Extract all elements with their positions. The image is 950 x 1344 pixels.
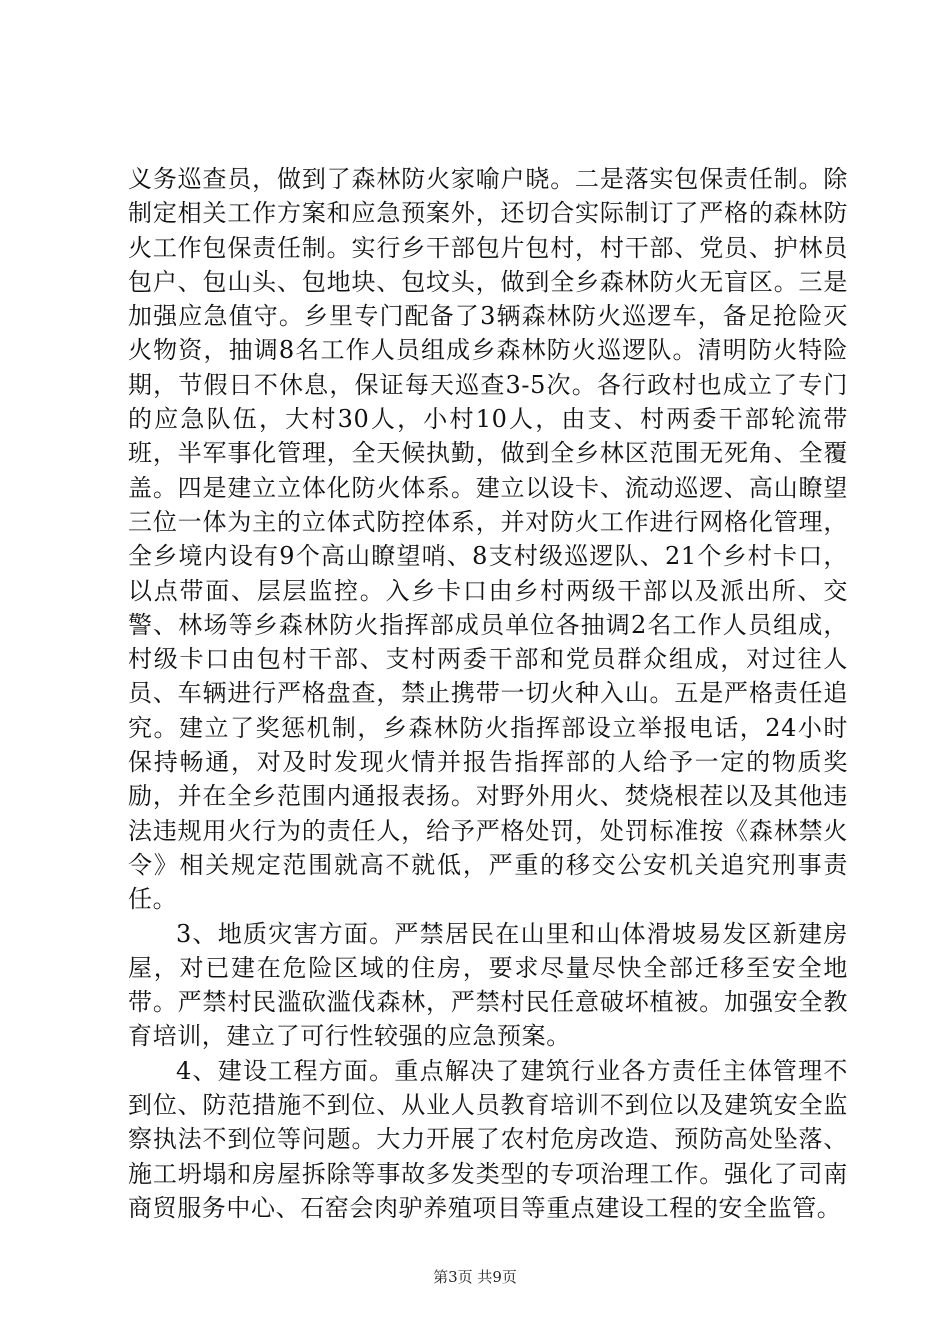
page-number-footer: 第3页 共9页 [433, 1268, 517, 1286]
paragraph-geological-hazards: 3、地质灾害方面。严禁居民在山里和山体滑坡易发区新建房屋，对已建在危险区域的住房，要求尽量尽快全部迁移至安全地带。严禁村民滥砍滥伐森林，严禁村民任意破坏植被。加强安全教育培训，建立了可行性较强的应急预案。 [128, 919, 848, 1051]
document-body [128, 162, 848, 1225]
paragraph-construction-projects: 4、建设工程方面。重点解决了建筑行业各方责任主体管理不到位、防范措施不到位、从业人员教育培训不到位以及建筑安全监察执法不到位等问题。大力开展了农村危房改造、预防高处坠落、施工坍塌和房屋拆除等事故多发类型的专项治理工作。强化了司南商贸服务中心、石窑会肉驴养殖项目等重点建设工程的安全监管。 [128, 1056, 848, 1222]
paragraph-forest-fire-continued: 义务巡查员，做到了森林防火家喻户晓。二是落实包保责任制。除制定相关工作方案和应急预案外，还切合实际制订了严格的森林防火工作包保责任制。实行乡干部包片包村，村干部、党员、护林员包户、包山头、包地块、包坟头，做到全乡森林防火无盲区。三是加强应急值守。乡里专门配备了3辆森林防火巡逻车，备足抢险灭火物资，抽调8名工作人员组成乡森林防火巡逻队。清明防火特险期，节假日不休息，保证每天巡查3-5次。各行政村也成立了专门的应急队伍，大村30人，小村10人，由支、村两委干部轮流带班，半军事化管理，全天候执勤，做到全乡林区范围无死角、全覆盖。四是建立立体化防火体系。建立以设卡、流动巡逻、高山瞭望三位一体为主的立体式防控体系，并对防火工作进行网格化管理，全乡境内设有9个高山瞭望哨、8支村级巡逻队、21个乡村卡口，以点带面、层层监控。入乡卡口由乡村两级干部以及派出所、交警、林场等乡森林防火指挥部成员单位各抽调2名工作人员组成，村级卡口由包村干部、支村两委干部和党员群众组成，对过往人员、车辆进行严格盘查，禁止携带一切火种入山。五是严格责任追究。建立了奖惩机制，乡森林防火指挥部设立举报电话，24小时保持畅通，对及时发现火情并报告指挥部的人给予一定的物质奖励，并在全乡范围内通报表扬。对野外用火、焚烧根茬以及其他违法违规用火行为的责任人，给予严格处罚，处罚标准按《森林禁火令》相关规定范围就高不就低，严重的移交公安机关追究刑事责任。 [128, 165, 848, 914]
